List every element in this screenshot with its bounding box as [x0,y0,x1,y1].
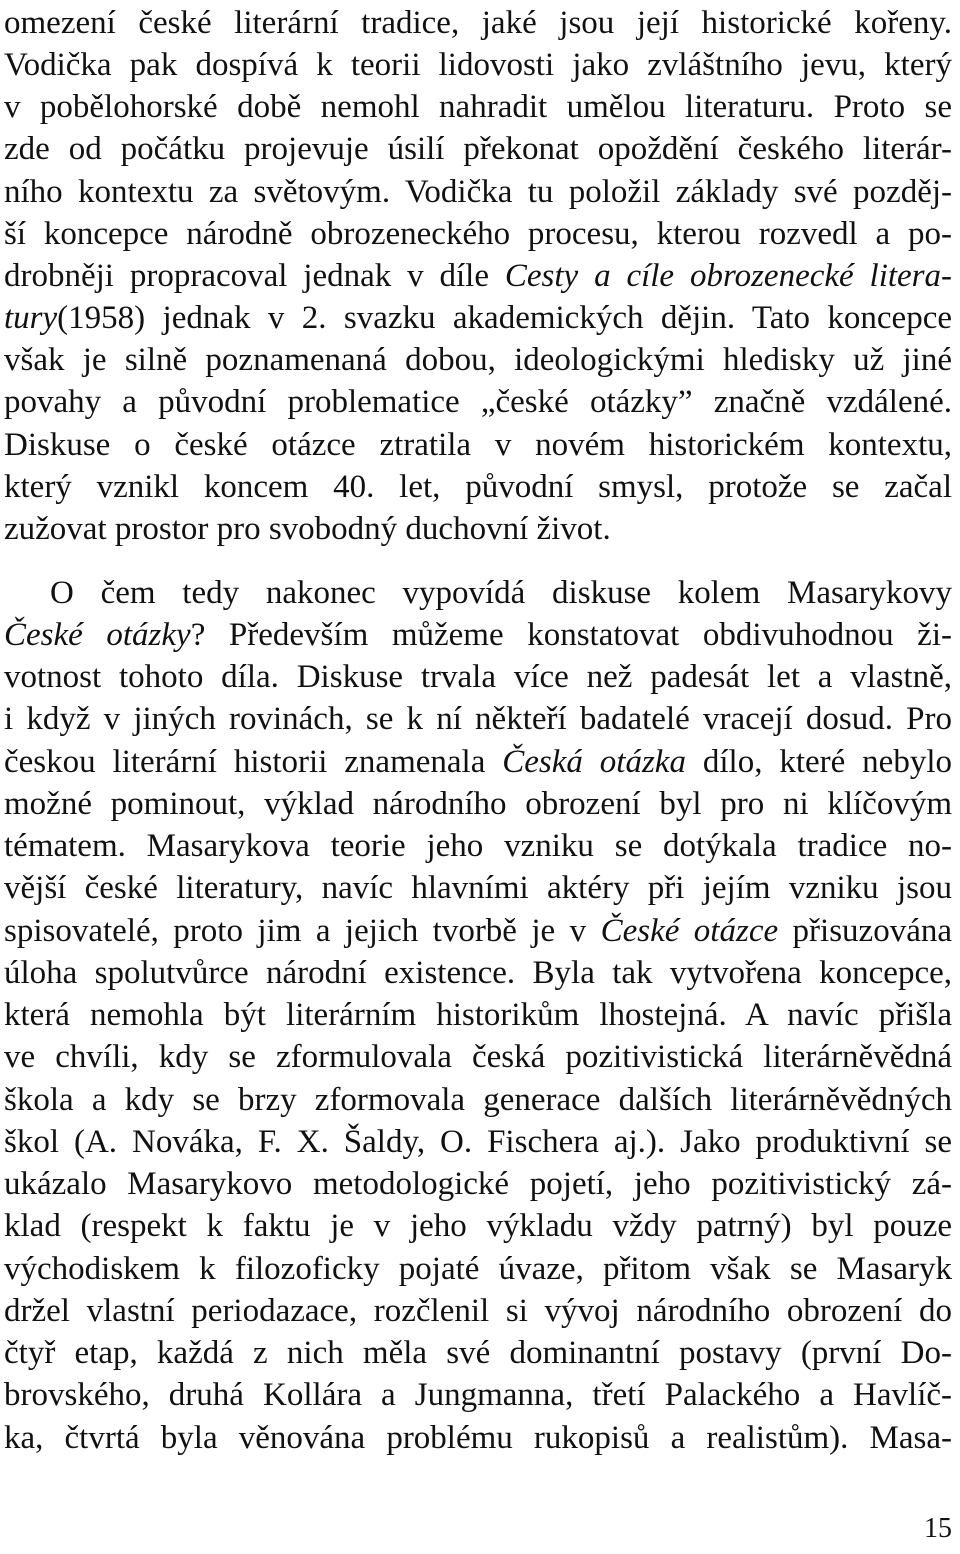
text-line: i když v jiných rovinách, se k ní někteří badatelé vracejí dosud. Pro [4,701,952,737]
text-line: Vodička pak dospívá k teorii lidovosti jako zvláštního jevu, který [4,47,952,83]
text-line [4,255,952,297]
text-line: omezení české literární tradice, jaké jsou její historické kořeny. [4,5,952,41]
text-line: klad (respekt k faktu je v jeho výkladu vždy patrný) byl pouze [4,1208,952,1244]
text-line: vější české literatury, navíc hlavními aktéry při jejím vzniku jsou [4,870,952,906]
text-line: držel vlastní periodazace, rozčlenil si vývoj národního obrození do [4,1293,952,1329]
text-segment: českou literární historii znamenala [4,744,486,780]
text-line: východiskem k filozoficky pojaté úvaze, přitom však se Masaryk [4,1251,952,1287]
text-line: brovského, druhá Kollára a Jungmanna, třetí Palackého a Havlíč- [4,1377,952,1413]
text-line: ukázalo Masarykovo metodologické pojetí, jeho pozitivistický zá- [4,1166,952,1202]
text-line: ve chvíli, kdy se zformulovala česká pozitivistická literárněvědná [4,1039,952,1075]
text-line: škol (A. Nováka, F. X. Šaldy, O. Fischera aj.). Jako produktivní se [4,1124,952,1160]
text-segment: dílo, které nebylo [702,744,952,780]
text-line: votnost tohoto díla. Diskuse trvala více než padesát let a vlastně, [4,659,952,695]
text-line: Diskuse o české otázce ztratila v novém historickém kontextu, [4,427,952,463]
book-title-italic: Česká otázka [502,744,686,780]
book-title-italic: tury [4,300,58,336]
text-line: čtyř etap, každá z nich měla své dominantní postavy (první Do- [4,1335,952,1371]
text-line: možné pominout, výklad národního obrození byl pro ni klíčovým [4,786,952,822]
text-line [4,741,952,783]
text-line: která nemohla být literárním historikům lhostejná. A navíc přišla [4,997,952,1033]
text-line: ší koncepce národně obrozeneckého procesu, kterou rozvedl a po- [4,216,952,252]
text-line: úloha spolutvůrce národní existence. Byla tak vytvořena koncepce, [4,955,952,991]
text-line: ního kontextu za světovým. Vodička tu položil základy své pozděj- [4,174,952,210]
book-title-italic: České otázky [4,617,191,653]
text-segment: přisuzována [792,913,952,949]
text-line: který vznikl koncem 40. let, původní smysl, protože se začal [4,469,952,505]
book-title-italic: České otázce [600,913,779,949]
text-line [4,297,952,339]
text-line: ka, čtvrtá byla věnována problému rukopisů a realistům). Masa- [4,1420,952,1456]
book-title-italic: Cesty a cíle obrozenecké litera- [504,258,952,294]
text-line: zužovat prostor pro svobodný duchovní život. [4,511,611,547]
text-segment: (1958) jednak v 2. svazku akademických dějin. Tato koncepce [57,300,952,336]
text-line: v pobělohorské době nemohl nahradit umělou literaturu. Proto se [4,89,952,125]
text-line: O čem tedy nakonec vypovídá diskuse kolem Masarykovy [50,575,952,611]
text-line: škola a kdy se brzy zformovala generace dalších literárněvědných [4,1082,952,1118]
text-segment: drobněji propracoval jednak v díle [4,258,490,294]
text-segment: ? Především můžeme konstatovat obdivuhodnou ži- [190,617,952,653]
text-segment: spisovatelé, proto jim a jejich tvorbě je v [4,913,587,949]
text-line: však je silně poznamenaná dobou, ideologickými hledisky už jiné [4,342,952,378]
text-line: povahy a původní problematice „české otázky” značně vzdálené. [4,384,952,420]
text-line: tématem. Masarykova teorie jeho vzniku se dotýkala tradice no- [4,828,952,864]
page-number: 15 [924,1513,952,1544]
text-line: zde od počátku projevuje úsilí překonat opoždění českého literár- [4,131,952,167]
text-line [4,910,952,952]
text-line [4,614,952,656]
